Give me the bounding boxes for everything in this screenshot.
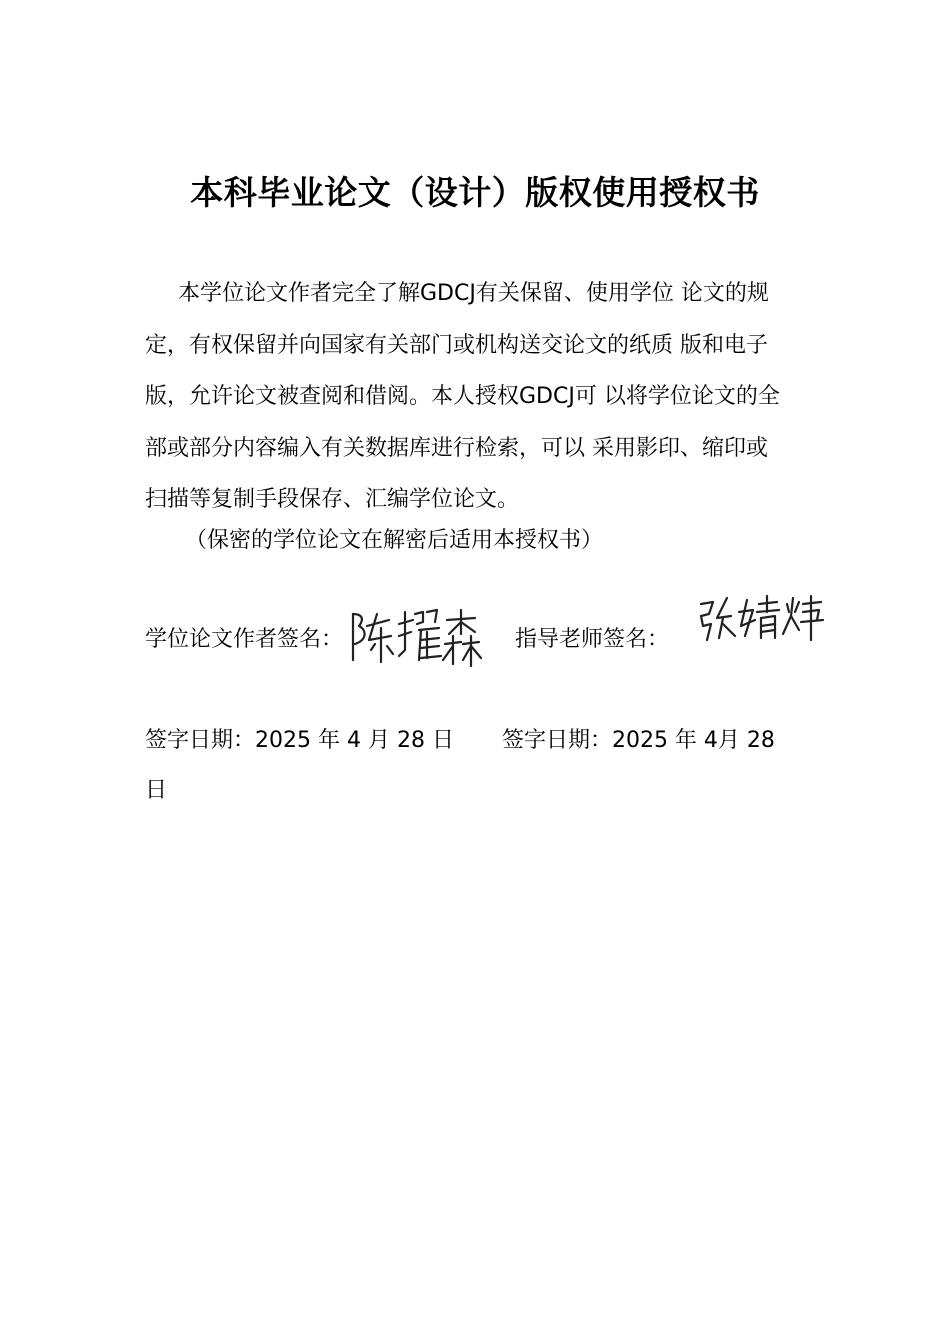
confidentiality-note: （保密的学位论文在解密后适用本授权书） [185, 528, 604, 553]
body-line-2: 定，有权保留并向国家有关部门或机构送交论文的纸质 版和电子 [145, 332, 768, 358]
student-sign-date: 签字日期：2025 年 4 月 28 日 [145, 728, 454, 753]
date-block [145, 716, 845, 816]
body-line-5: 扫描等复制手段保存、汇编学位论文。 [145, 487, 520, 512]
student-signature-image [347, 600, 482, 670]
advisor-sign-date-wrap: 日 [145, 778, 168, 803]
body-line-1: 本学位论文作者完全了解GDCJ有关保留、使用学位 论文的规 [178, 281, 769, 306]
advisor-signature-image [695, 590, 825, 650]
advisor-sign-date: 签字日期：2025 年 4月 28 [501, 728, 775, 753]
student-signature-label: 学位论文作者签名： [145, 627, 344, 652]
body-line-4: 部或部分内容编入有关数据库进行检索，可以 采用影印、缩印或 [145, 435, 768, 461]
body-line-3: 版，允许论文被查阅和借阅。本人授权GDCJ可 以将学位论文的全 [145, 384, 780, 409]
date-line [145, 716, 845, 766]
advisor-signature-label: 指导老师签名： [515, 627, 670, 652]
signature-row [145, 590, 845, 680]
authorization-body [145, 268, 845, 526]
document-title: 本科毕业论文（设计）版权使用授权书 [190, 173, 760, 212]
